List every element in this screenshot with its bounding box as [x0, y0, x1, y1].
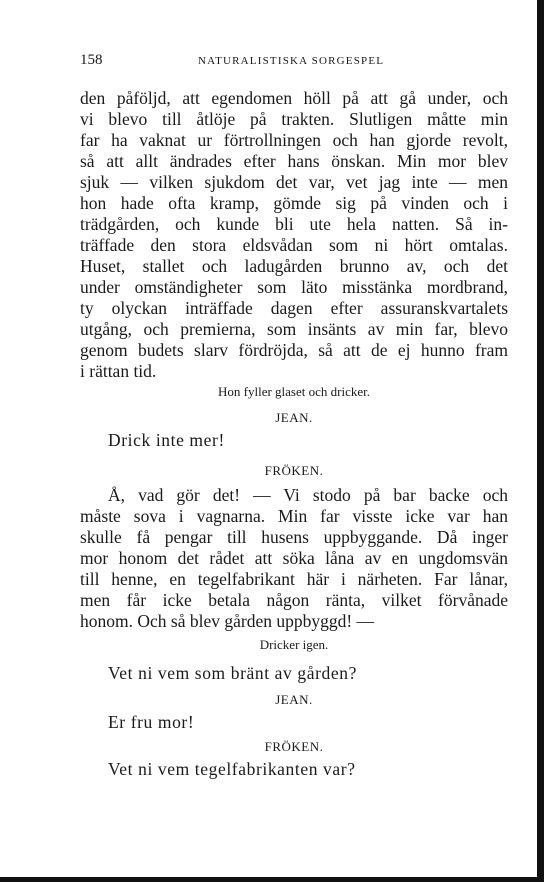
text-line: Huset, stallet och ladugården brunno av, och det: [80, 256, 508, 276]
stage-direction: Hon fyller glaset och dricker.: [218, 384, 370, 399]
dialogue-line: Vet ni vem som bränt av gården?: [108, 663, 357, 683]
text-line: till henne, en tegelfabrikant här i närheten. Far lånar,: [80, 569, 508, 589]
page-header: [80, 52, 510, 76]
speaker-name: FRÖKEN.: [264, 463, 324, 478]
paragraph-1: [80, 88, 508, 382]
text-line: hon hade ofta kramp, gömde sig på vinden och i: [80, 193, 508, 213]
text-line: honom. Och så blev gården uppbyggd! —: [80, 611, 375, 631]
paragraph-2: [80, 485, 508, 632]
text-line: i rättan tid.: [80, 361, 157, 381]
text-line: den påföljd, att egendomen höll på att gå under, och: [80, 88, 508, 108]
page-body: [80, 88, 508, 780]
text-line: men får icke betala någon ränta, vilket förvånade: [80, 590, 508, 610]
text-line: träffade den stora eldsvådan som ni hört omtalas.: [80, 235, 508, 255]
stage-direction: Dricker igen.: [259, 637, 329, 652]
text-line: Å, vad gör det! — Vi stodo på bar backe och: [108, 485, 508, 505]
page-edge-bottom: [0, 877, 544, 882]
speaker-name: JEAN.: [275, 410, 313, 425]
text-line: utgång, och premierna, som insänts av min far, blevo: [80, 319, 508, 339]
text-line: mor honom det rådet att söka låna av en ungdomsvän: [80, 548, 508, 568]
dialogue-line: Drick inte mer!: [108, 430, 225, 450]
running-title: NATURALISTISKA SORGESPEL: [198, 55, 385, 67]
text-line: ty olyckan inträffade dagen efter assuranskvartalets: [80, 298, 508, 318]
speaker-name: JEAN.: [275, 692, 313, 707]
text-line: vi blevo till åtlöje på trakten. Slutligen måtte min: [80, 109, 508, 129]
text-line: far ha vaknat ur förtrollningen och han gjorde revolt,: [80, 130, 508, 150]
text-line: sjuk — vilken sjukdom det var, vet jag inte — men: [80, 172, 508, 192]
page-number: 158: [80, 52, 103, 68]
text-line: måste sova i vagnarna. Min far visste icke var han: [80, 506, 508, 526]
speaker-name: FRÖKEN.: [264, 739, 324, 754]
text-line: genom budets slarv fördröjda, så att de ej hunno fram: [80, 340, 508, 360]
text-line: under omständigheter som läto misstänka mordbrand,: [80, 277, 508, 297]
text-line: så att allt ändrades efter hans önskan. Min mor blev: [80, 151, 508, 171]
text-line: skulle få pengar till husens uppbyggande. Då inger: [80, 527, 508, 547]
dialogue-line: Er fru mor!: [108, 712, 195, 732]
page-edge-right: [537, 0, 544, 882]
text-line: trädgården, och kunde bli ute hela natten. Så in-: [80, 214, 508, 234]
dialogue-line: Vet ni vem tegelfabrikanten var?: [108, 759, 356, 779]
